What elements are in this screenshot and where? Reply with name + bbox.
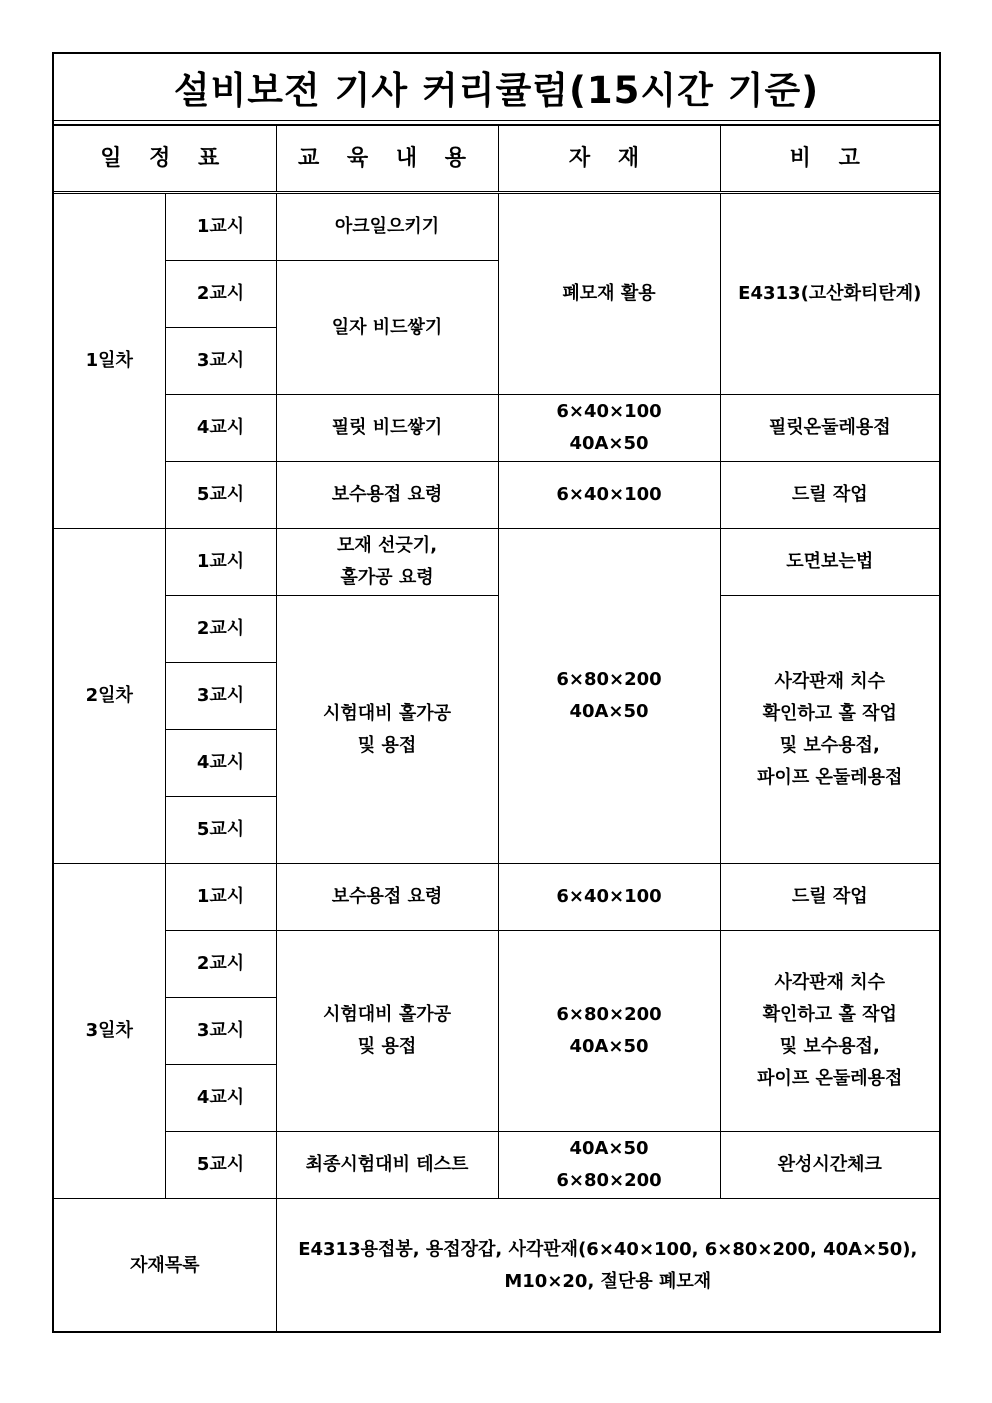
period-cell: 2교시 [165, 596, 276, 663]
content-line: 및 용접 [357, 1036, 417, 1057]
table-row [54, 931, 939, 998]
title-divider [54, 120, 939, 121]
content-cell: 보수용접 요령 [276, 462, 498, 529]
day2-label: 2일차 [54, 529, 165, 864]
materials-line: E4313용접봉, 용접장갑, 사각판재(6×40×100, 6×80×200, 40A×50), [298, 1238, 918, 1260]
note-line: 확인하고 홀 작업 [762, 702, 897, 724]
period-cell: 3교시 [165, 328, 276, 395]
content-cell [276, 931, 498, 1132]
period-cell: 2교시 [165, 261, 276, 328]
note-cell: 필릿온둘레용접 [720, 395, 939, 462]
note-line: 및 보수용접, [779, 1036, 880, 1057]
header-schedule: 일 정 표 [54, 126, 276, 192]
material-line: 40A×50 [569, 701, 649, 722]
period-cell: 2교시 [165, 931, 276, 998]
material-cell: 폐모재 활용 [498, 194, 720, 395]
curriculum-table [54, 125, 939, 1332]
note-cell [720, 931, 939, 1132]
table-row [54, 864, 939, 931]
period-cell: 3교시 [165, 663, 276, 730]
period-cell: 5교시 [165, 462, 276, 529]
content-line: 모재 선긋기, [336, 535, 438, 556]
materials-row [54, 1199, 939, 1333]
day3-label: 3일차 [54, 864, 165, 1199]
note-cell: 도면보는법 [720, 529, 939, 596]
materials-list [276, 1199, 939, 1333]
content-cell: 일자 비드쌓기 [276, 261, 498, 395]
table-row [54, 462, 939, 529]
material-line: 6×80×200 [556, 669, 662, 690]
period-cell: 1교시 [165, 529, 276, 596]
table-row [54, 395, 939, 462]
material-line: 40A×50 [569, 433, 649, 454]
content-line: 시험대비 홀가공 [323, 1004, 451, 1025]
content-line: 및 용접 [357, 734, 417, 756]
materials-label: 자재목록 [54, 1199, 276, 1333]
content-line: 시험대비 홀가공 [323, 702, 451, 724]
material-cell [498, 1132, 720, 1199]
table-row [54, 1132, 939, 1199]
material-cell [498, 931, 720, 1132]
material-line: 40A×50 [569, 1036, 649, 1057]
material-line: 6×40×100 [556, 401, 662, 422]
note-cell: 드릴 작업 [720, 864, 939, 931]
period-cell: 4교시 [165, 730, 276, 797]
note-cell [720, 596, 939, 864]
header-note: 비 고 [720, 126, 939, 192]
content-cell [276, 529, 498, 596]
table-row [54, 194, 939, 261]
table-row [54, 596, 939, 663]
material-line: 40A×50 [569, 1138, 649, 1159]
period-cell: 5교시 [165, 797, 276, 864]
material-cell [498, 395, 720, 462]
material-cell: 6×40×100 [498, 864, 720, 931]
note-cell: E4313(고산화티탄계) [720, 194, 939, 395]
period-cell: 1교시 [165, 194, 276, 261]
content-cell [276, 596, 498, 864]
header-row [54, 126, 939, 192]
period-cell: 4교시 [165, 1065, 276, 1132]
header-content: 교 육 내 용 [276, 126, 498, 192]
note-cell: 완성시간체크 [720, 1132, 939, 1199]
period-cell: 4교시 [165, 395, 276, 462]
note-cell: 드릴 작업 [720, 462, 939, 529]
content-cell: 아크일으키기 [276, 194, 498, 261]
period-cell: 5교시 [165, 1132, 276, 1199]
note-line: 사각판재 치수 [774, 670, 886, 692]
material-line: 6×80×200 [556, 1170, 662, 1191]
table-row [54, 529, 939, 596]
content-cell: 최종시험대비 테스트 [276, 1132, 498, 1199]
page-title: 설비보전 기사 커리큘럼(15시간 기준) [173, 69, 820, 112]
curriculum-sheet [52, 52, 941, 1333]
period-cell: 1교시 [165, 864, 276, 931]
content-cell: 필릿 비드쌓기 [276, 395, 498, 462]
content-line: 홀가공 요령 [340, 567, 434, 588]
note-line: 확인하고 홀 작업 [762, 1004, 897, 1025]
content-cell: 보수용접 요령 [276, 864, 498, 931]
material-line: 6×80×200 [556, 1004, 662, 1025]
header-material: 자 재 [498, 126, 720, 192]
material-cell [498, 529, 720, 864]
period-cell: 3교시 [165, 998, 276, 1065]
day1-label: 1일차 [54, 194, 165, 529]
note-line: 및 보수용접, [779, 734, 880, 756]
note-line: 파이프 온둘레용접 [757, 1068, 903, 1089]
note-line: 파이프 온둘레용접 [757, 766, 903, 788]
materials-line: M10×20, 절단용 폐모재 [504, 1270, 712, 1292]
note-line: 사각판재 치수 [774, 972, 886, 993]
material-cell: 6×40×100 [498, 462, 720, 529]
